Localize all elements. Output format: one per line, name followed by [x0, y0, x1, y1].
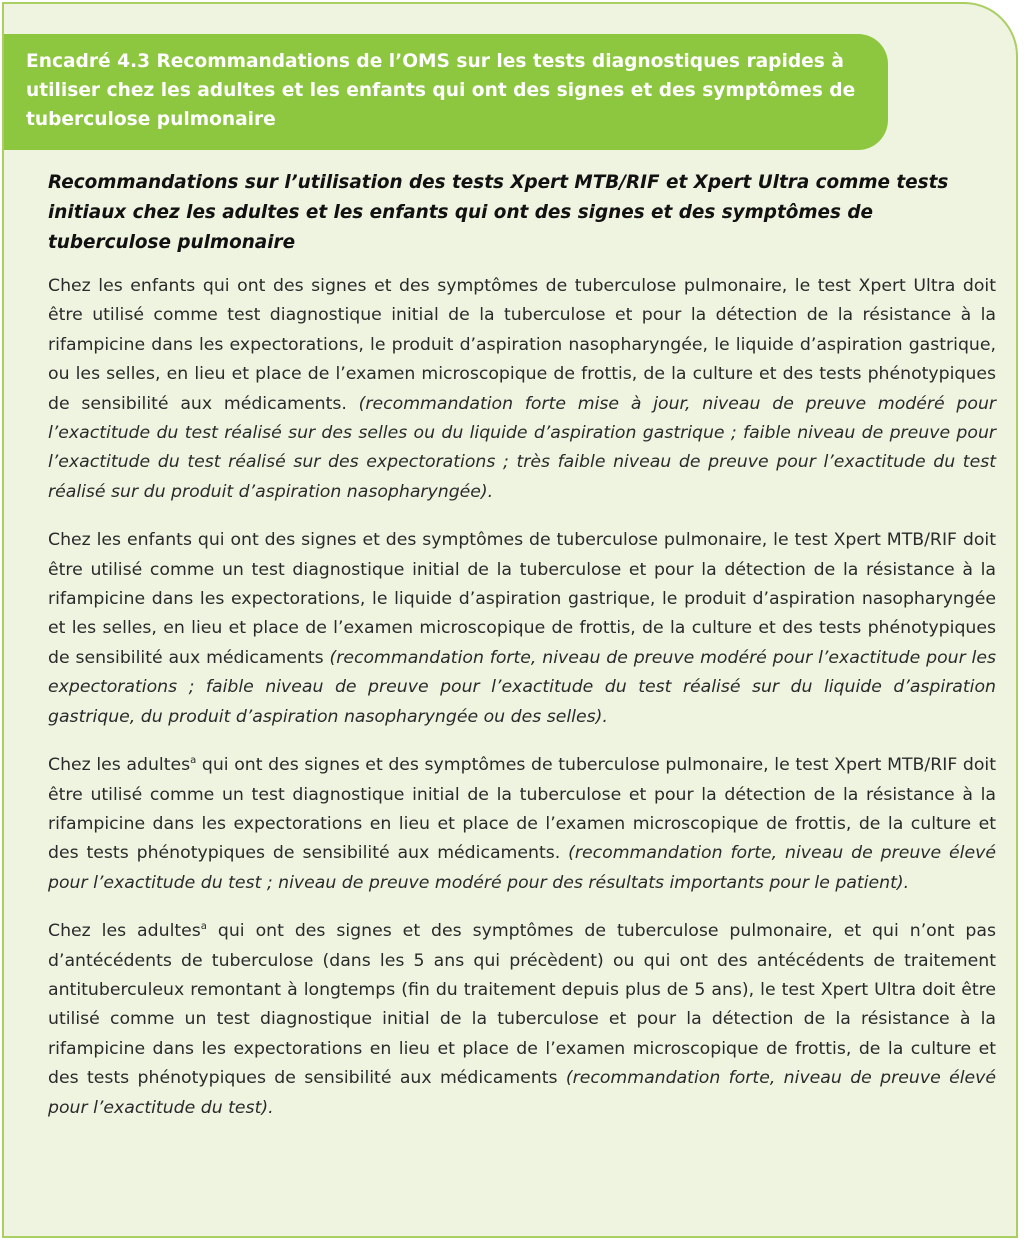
box-title: Encadré 4.3 Recommandations de l’OMS sur les tests diagnostiques rapides à utiliser chez les adultes et les enfants qui ont des signes et des symptômes de tuberculose pulmonaire — [26, 51, 856, 130]
box-title-bar — [4, 34, 888, 150]
paragraph-children-xpert-mtb-rif — [48, 526, 996, 732]
paragraph-lead: Chez les enfants — [48, 276, 196, 296]
paragraph-note: (recommandation forte, niveau de preuve élevé pour l’exactitude du test). — [48, 1068, 996, 1118]
footnote-marker: a — [190, 755, 197, 767]
paragraph-text: qui ont des signes et des symptômes de tuberculose pulmonaire, et qui n’ont pas d’antécédents de tuberculose (dans les 5 ans qui précèdent) ou qui ont des antécédents de traitement antituberculeux remontant à longtemps (fin du traitement depuis plus de 5 ans), le test Xpert Ultra doit être utilisé comme un test diagnostique initial de la tuberculose et pour la détection de la résistance à la rifampicine dans les expectorations en lieu et place de l’examen microscopique de frottis, de la culture et des tests phénotypiques de sensibilité aux médicaments — [48, 921, 996, 1089]
paragraph-children-xpert-ultra — [48, 272, 996, 507]
paragraph-text: qui ont des signes et des symptômes de tuberculose pulmonaire, le test Xpert Ultra doit être utilisé comme test diagnostique initial de la tuberculose et pour la détection de la résistance à la rifampicine dans les expectorations, le produit d’aspiration nasopharyngée, le liquide d’aspiration gastrique, ou les selles, en lieu et place de l’examen microscopique de frottis, de la culture et des tests phénotypiques de sensibilité aux médicaments. — [48, 276, 996, 414]
paragraph-note: (recommandation forte, niveau de preuve élevé pour l’exactitude du test ; niveau de preuve modéré pour des résultats importants pour le patient). — [48, 843, 996, 893]
paragraph-adults-xpert-ultra — [48, 917, 996, 1123]
paragraph-text: qui ont des signes et des symptômes de tuberculose pulmonaire, le test Xpert MTB/RIF doit être utilisé comme un test diagnostique initial de la tuberculose et pour la détection de la résistance à la rifampicine dans les expectorations en lieu et place de l’examen microscopique de frottis, de la culture et des tests phénotypiques de sensibilité aux médicaments. — [48, 755, 996, 864]
paragraph-lead: Chez les adultes — [48, 755, 191, 776]
box-content — [48, 168, 996, 1142]
paragraph-note: (recommandation forte, niveau de preuve modéré pour l’exactitude pour les expectorations ; faible niveau de preuve pour l’exactitude du test réalisé sur du liquide d’aspiration gastrique, du produit d’aspiration nasopharyngée ou des selles). — [48, 647, 996, 727]
paragraph-text: qui ont des signes et des symptômes de tuberculose pulmonaire, le test Xpert MTB/RIF doit être utilisé comme un test diagnostique initial de la tuberculose et pour la détection de la résistance à la rifampicine dans les expectorations, le liquide d’aspiration gastrique, le produit d’aspiration nasopharyngée et les selles, en lieu et place de l’examen microscopique de frottis, de la culture et des tests phénotypiques de sensibilité aux médicaments — [48, 530, 996, 668]
footnote-marker: a — [200, 921, 207, 933]
paragraph-lead: Chez les enfants — [48, 530, 192, 551]
paragraph-note: (recommandation forte mise à jour, niveau de preuve modéré pour l’exactitude du test réalisé sur des selles ou du liquide d’aspiration gastrique ; faible niveau de preuve pour l’exactitude du test réalisé sur des expectorations ; très faible niveau de preuve pour l’exactitude du test réalisé sur du produit d’aspiration nasopharyngée). — [48, 393, 996, 502]
paragraph-adults-xpert-mtb-rif — [48, 751, 996, 898]
paragraph-lead: Chez les adultes — [48, 921, 201, 942]
section-subheading: Recommandations sur l’utilisation des tests Xpert MTB/RIF et Xpert Ultra comme tests initiaux chez les adultes et les enfants qui ont des signes et des symptômes de tuberculose pulmonaire — [48, 172, 949, 253]
